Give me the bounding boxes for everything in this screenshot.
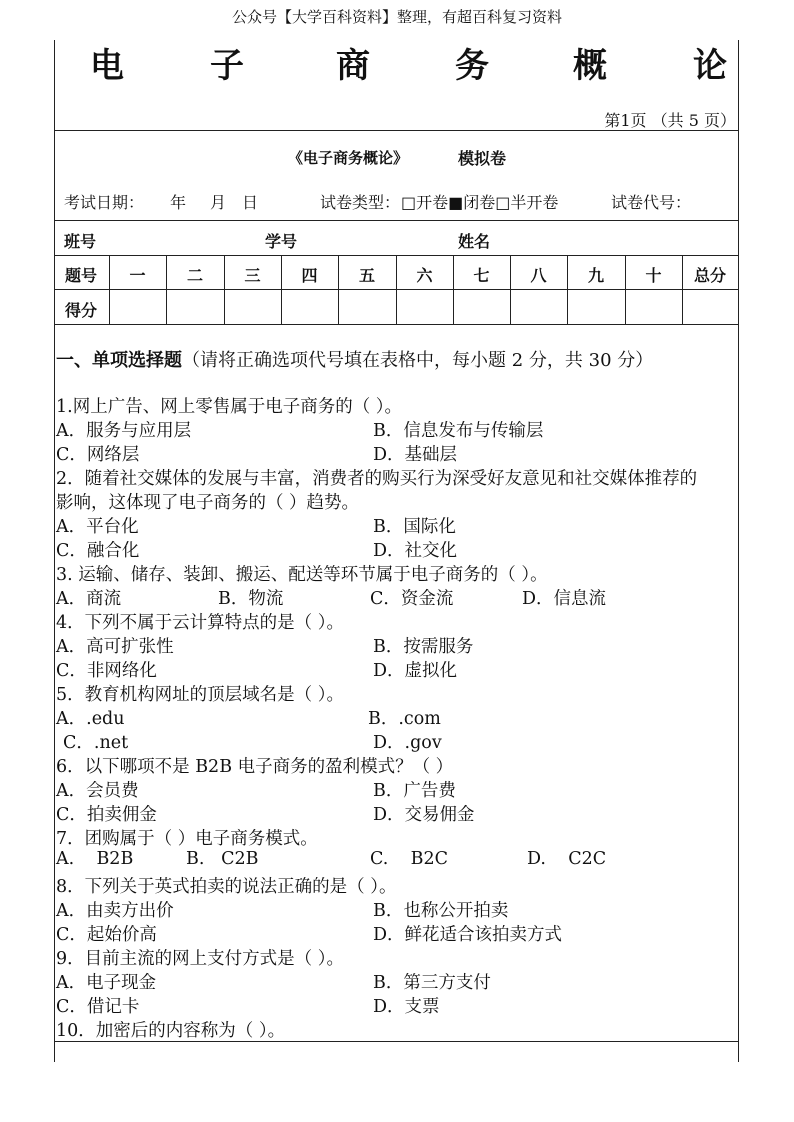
score-header: 一 <box>129 266 146 285</box>
option-a: A．平台化 <box>56 517 139 537</box>
option-d: D．社交化 <box>373 541 458 561</box>
option-a: A．商流 <box>56 589 122 609</box>
title-char: 电 <box>90 46 124 86</box>
question-stem: 2．随着社交媒体的发展与丰富，消费者的购买行为深受好友意见和社交媒体推荐的 <box>56 469 698 489</box>
score-header: 六 <box>416 266 433 285</box>
question-stem: 6．以下哪项不是 B2B 电子商务的盈利模式？（ ） <box>56 757 454 777</box>
score-header: 五 <box>358 266 375 285</box>
exam-code-label: 试卷代号： <box>611 193 692 212</box>
question-stem: 8．下列关于英式拍卖的说法正确的是（ ）。 <box>56 877 397 897</box>
option-a: A．.edu <box>56 709 125 729</box>
question-stem: 1.网上广告、网上零售属于电子商务的（ ）。 <box>56 397 403 417</box>
score-header-total: 总分 <box>693 266 726 285</box>
title-char: 务 <box>455 46 489 86</box>
divider <box>54 130 739 131</box>
option-d: D. C2C <box>527 849 607 869</box>
title-char: 子 <box>210 46 244 86</box>
option-a: A．会员费 <box>56 781 139 801</box>
score-header: 三 <box>244 266 261 285</box>
option-d: D．基础层 <box>373 445 458 465</box>
option-a: A. B2B <box>56 849 134 869</box>
option-d: D．交易佣金 <box>373 805 475 825</box>
option-c: C．起始价高 <box>56 925 157 945</box>
exam-year: 年 <box>170 193 187 212</box>
question-stem: 9．目前主流的网上支付方式是（ ）。 <box>56 949 344 969</box>
option-a: A．高可扩张性 <box>56 637 174 657</box>
question-stem: 5．教育机构网址的顶层域名是（ ）。 <box>56 685 344 705</box>
option-b: B．也称公开拍卖 <box>373 901 509 921</box>
exam-month: 月 <box>210 193 227 212</box>
exam-day: 日 <box>242 193 259 212</box>
score-header: 七 <box>473 266 490 285</box>
exam-title: 《电子商务概论》 <box>288 149 409 167</box>
option-a: A．服务与应用层 <box>56 421 192 441</box>
option-d: D．鲜花适合该拍卖方式 <box>373 925 563 945</box>
score-header: 四 <box>301 266 318 285</box>
question-stem: 4．下列不属于云计算特点的是（ ）。 <box>56 613 344 633</box>
score-header: 十 <box>645 266 662 285</box>
score-header: 二 <box>186 266 203 285</box>
divider <box>54 324 739 325</box>
divider <box>54 220 739 221</box>
option-a: A．由卖方出价 <box>56 901 174 921</box>
section-title: 一、单项选择题 <box>56 350 182 371</box>
option-d: D．信息流 <box>522 589 607 609</box>
exam-kind: 模拟卷 <box>458 149 507 168</box>
section-heading <box>56 346 653 372</box>
page-info: 第1页 （共 5 页） <box>604 111 736 130</box>
option-b: B．信息发布与传输层 <box>373 421 544 441</box>
option-c: C. B2C <box>370 849 448 869</box>
title-char: 概 <box>573 46 607 86</box>
option-b: B．第三方支付 <box>373 973 491 993</box>
header-note: 公众号【大学百科资料】整理，有超百科复习资料 <box>231 8 562 26</box>
section-note: （请将正确选项代号填在表格中，每小题 2 分，共 30 分） <box>182 350 654 371</box>
exam-type-options: □开卷■闭卷□半开卷 <box>401 193 559 212</box>
question-stem: 10．加密后的内容称为（ ）。 <box>56 1021 286 1041</box>
class-label: 班号 <box>64 232 97 251</box>
frame-right-border <box>738 40 739 1062</box>
option-c: C．非网络化 <box>56 661 157 681</box>
option-a: A．电子现金 <box>56 973 157 993</box>
frame-left-border <box>54 40 55 1062</box>
option-b: B．国际化 <box>373 517 456 537</box>
option-b: B．物流 <box>218 589 284 609</box>
option-b: B. C2B <box>186 849 259 869</box>
option-d: D．.gov <box>373 733 442 753</box>
option-d: D．支票 <box>373 997 440 1017</box>
exam-date-label: 考试日期： <box>64 193 145 212</box>
option-c: C．资金流 <box>370 589 454 609</box>
title-char: 论 <box>693 46 727 86</box>
question-stem: 7．团购属于（ ）电子商务模式。 <box>56 829 318 849</box>
name-label: 姓名 <box>458 232 491 251</box>
option-c: C．拍卖佣金 <box>56 805 157 825</box>
score-header: 九 <box>587 266 604 285</box>
option-b: B．广告费 <box>373 781 456 801</box>
option-c: C．融合化 <box>56 541 140 561</box>
question-stem: 3. 运输、储存、装卸、搬运、配送等环节属于电子商务的（ ）。 <box>56 565 548 585</box>
score-row-label: 题号 <box>64 266 97 285</box>
score-row-label: 得分 <box>64 301 97 320</box>
title-char: 商 <box>336 46 370 86</box>
student-id-label: 学号 <box>265 232 298 251</box>
option-b: B．按需服务 <box>373 637 474 657</box>
option-c: C．借记卡 <box>56 997 140 1017</box>
option-d: D．虚拟化 <box>373 661 458 681</box>
option-c: C．网络层 <box>56 445 140 465</box>
score-header: 八 <box>530 266 547 285</box>
option-b: B．.com <box>368 709 441 729</box>
exam-type-label: 试卷类型： <box>320 193 401 212</box>
option-c: C．.net <box>63 733 129 753</box>
question-stem-cont: 影响，这体现了电子商务的（ ）趋势。 <box>56 493 360 513</box>
